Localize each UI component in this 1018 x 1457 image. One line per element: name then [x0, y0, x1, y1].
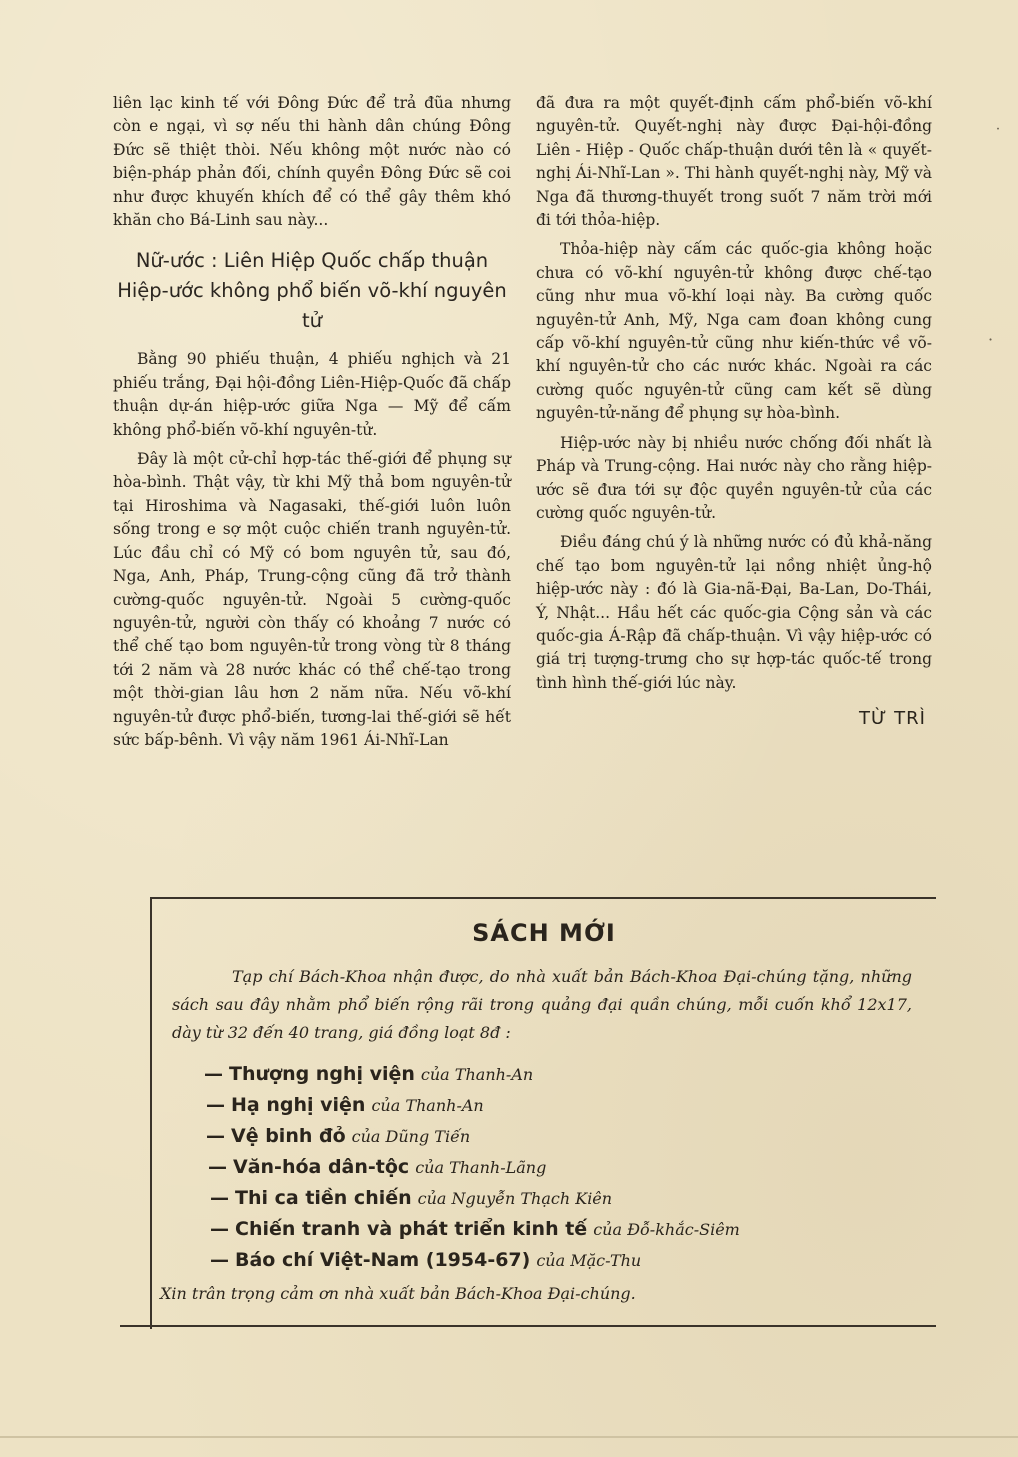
- margin-speck: ·: [988, 330, 994, 349]
- book-author: của Dũng Tiến: [351, 1127, 471, 1146]
- left-paragraph-1: liên lạc kinh tế với Đông Đức để trả đũa nhưng còn e ngại, vì sợ nếu thi hành dân chúng Đông Đức sẽ thiệt thòi. Nếu không một nước nào có biện-pháp phản đối, chính quyền Đông Đức sẽ coi như được khuyến khích để có thể gây thêm khó khăn cho Bá-Linh sau này...: [113, 94, 511, 230]
- article-heading: Nữ-ước : Liên Hiệp Quốc chấp thuận Hiệp-ước không phổ biến võ-khí nguyên tử: [117, 249, 507, 333]
- right-paragraph-4: Điều đáng chú ý là những nước có đủ khả-năng chế tạo bom nguyên-tử lại nồng nhiệt ủng-hộ hiệp-ước này : đó là Gia-nã-Đại, Ba-Lan, Do-Thái, Ý, Nhật... Hầu hết các quốc-gia Cộng sản và các quốc-gia Á-Rập đã chấp-thuận. Vì vậy hiệp-ước có giá trị tượng-trưng cho sự hợp-tác quốc-tế trong tình hình thế-giới lúc này.: [536, 533, 932, 692]
- book-item: — Thượng nghị viện của Thanh-An: [204, 1063, 534, 1085]
- left-column: [113, 92, 511, 758]
- new-books-intro: Tạp chí Bách-Khoa nhận được, do nhà xuất bản Bách-Khoa Đại-chúng tặng, những sách sau đây nhằm phổ biến rộng rãi trong quảng đại quần chúng, mỗi cuốn khổ 12x17, dày từ 32 đến 40 trang, giá đồng loạt 8đ :: [172, 967, 912, 1042]
- right-paragraph-2: Thỏa-hiệp này cấm các quốc-gia không hoặc chưa có võ-khí nguyên-tử không được chế-tạo cũng như mua võ-khí loại này. Ba cường quốc nguyên-tử Anh, Mỹ, Nga cam đoan không cung cấp võ-khí nguyên-tử cũng như kiến-thức về võ-khí nguyên-tử cho các nước khác. Ngoài ra các cường quốc nguyên-tử cũng cam kết sẽ dùng nguyên-tử-năng để phụng sự hòa-bình.: [536, 240, 932, 423]
- book-title: Báo chí Việt-Nam (1954-67): [235, 1249, 531, 1271]
- right-paragraph-1: đã đưa ra một quyết-định cấm phổ-biến võ-khí nguyên-tử. Quyết-nghị này được Đại-hội-đồng Liên - Hiệp - Quốc chấp-thuận dưới tên là « quyết-nghị Ái-Nhĩ-Lan ». Thi hành quyết-nghị này, Mỹ và Nga đã thương-thuyết trong suốt 7 năm trời mới đi tới thỏa-hiệp.: [536, 94, 932, 230]
- book-title: Thượng nghị viện: [229, 1063, 415, 1085]
- book-item: — Hạ nghị viện của Thanh-An: [206, 1094, 484, 1116]
- new-books-closing: Xin trân trọng cảm ơn nhà xuất bản Bách-Khoa Đại-chúng.: [160, 1284, 636, 1303]
- book-title: Chiến tranh và phát triển kinh tế: [235, 1218, 588, 1240]
- book-item: — Vệ binh đỏ của Dũng Tiến: [206, 1125, 471, 1147]
- book-author: của Đỗ-khắc-Siêm: [593, 1220, 740, 1239]
- book-title: Thi ca tiền chiến: [235, 1187, 412, 1209]
- new-books-box: [150, 897, 936, 1329]
- book-title: Hạ nghị viện: [231, 1094, 366, 1116]
- book-list: [152, 1059, 936, 1276]
- book-item: — Báo chí Việt-Nam (1954-67) của Mặc-Thu: [210, 1249, 642, 1271]
- book-author: của Mặc-Thu: [536, 1251, 642, 1270]
- book-item: — Thi ca tiền chiến của Nguyễn Thạch Kiên: [210, 1187, 613, 1209]
- new-books-title: SÁCH MỚI: [472, 919, 616, 947]
- author-signature: TỪ TRÌ: [859, 708, 926, 730]
- box-bottom-rule: [120, 1325, 936, 1327]
- book-author: của Nguyễn Thạch Kiên: [417, 1189, 613, 1208]
- book-title: Vệ binh đỏ: [231, 1125, 346, 1147]
- book-author: của Thanh-An: [371, 1096, 484, 1115]
- book-item: — Chiến tranh và phát triển kinh tế của Đỗ-khắc-Siêm: [210, 1218, 740, 1240]
- margin-speck: ˙: [994, 125, 1002, 144]
- left-paragraph-2: Bằng 90 phiếu thuận, 4 phiếu nghịch và 21 phiếu trắng, Đại hội-đồng Liên-Hiệp-Quốc đã chấp thuận dự-án hiệp-ước giữa Nga — Mỹ để cấm không phổ-biến võ-khí nguyên-tử.: [113, 350, 511, 439]
- book-author: của Thanh-An: [420, 1065, 534, 1084]
- right-column: [536, 92, 932, 731]
- right-paragraph-3: Hiệp-ước này bị nhiều nước chống đối nhất là Pháp và Trung-cộng. Hai nước này cho rằng hiệp-ước sẽ đưa tới sự độc quyền nguyên-tử của các cường quốc nguyên-tử.: [536, 433, 932, 522]
- book-title: Văn-hóa dân-tộc: [233, 1156, 410, 1178]
- book-item: — Văn-hóa dân-tộc của Thanh-Lãng: [208, 1156, 547, 1178]
- left-paragraph-3: Đây là một cử-chỉ hợp-tác thế-giới để phụng sự hòa-bình. Thật vậy, từ khi Mỹ thả bom nguyên-tử tại Hiroshima và Nagasaki, thế-giới luôn luôn sống trong e sợ một cuộc chiến tranh nguyên-tử. Lúc đầu chỉ có Mỹ có bom nguyên tử, sau đó, Nga, Anh, Pháp, Trung-cộng cũng đã trở thành cường-quốc nguyên-tử. Ngoài 5 cường-quốc nguyên-tử, người còn thấy có khoảng 7 nước có thể chế tạo bom nguyên-tử trong vòng từ 8 tháng tới 2 năm và 28 nước khác có thể chế-tạo trong một thời-gian lâu hơn 2 năm nữa. Nếu võ-khí nguyên-tử được phổ-biến, tương-lai thế-giới sẽ hết sức bấp-bênh. Vì vậy năm 1961 Ái-Nhĩ-Lan: [113, 450, 511, 749]
- page-edge-rule: [0, 1436, 1018, 1438]
- book-author: của Thanh-Lãng: [415, 1158, 547, 1177]
